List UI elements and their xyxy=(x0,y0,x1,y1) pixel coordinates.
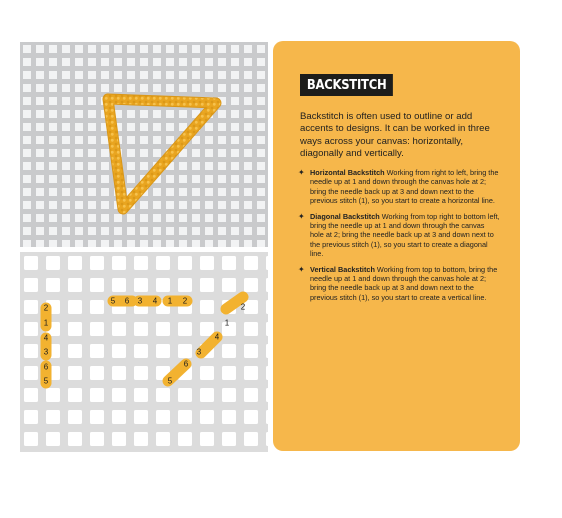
stitch-number: 2 xyxy=(182,296,188,306)
stitch-number: 4 xyxy=(43,333,49,343)
step-term: Diagonal Backstitch xyxy=(310,211,380,221)
stitch-number: 3 xyxy=(196,347,202,357)
stitch-number: 1 xyxy=(224,318,230,328)
stitch-number: 1 xyxy=(43,318,49,328)
step-term: Vertical Backstitch xyxy=(310,264,375,274)
stitch-number: 6 xyxy=(183,359,189,369)
step-list xyxy=(294,168,500,308)
step-item xyxy=(294,212,500,259)
stitch-number: 5 xyxy=(167,376,173,386)
stitch-number: 3 xyxy=(43,347,49,357)
four-point-star-icon: ✦ xyxy=(298,211,305,221)
stitch-number: 2 xyxy=(43,303,49,313)
stitch-number: 3 xyxy=(137,296,143,306)
step-item xyxy=(294,168,500,206)
stitch-number: 2 xyxy=(240,302,246,312)
stitch-number: 6 xyxy=(124,296,130,306)
four-point-star-icon: ✦ xyxy=(298,264,305,274)
step-term: Horizontal Backstitch xyxy=(310,168,385,177)
stitch-number: 1 xyxy=(167,296,173,306)
backstitch-sample-photo xyxy=(20,42,268,247)
step-text: Working from top to bottom, bring the needle up at 1 and down through the canvas hole at 2; bring the needle back up at 3 and down next to the previous stitch (1), so you start to create a vertical line. xyxy=(310,264,498,302)
intro-paragraph: Backstitch is often used to outline or add accents to designs. It can be worked in three ways across your canvas: horizontally, diagonally and vertically. xyxy=(300,111,490,159)
section-heading: BACKSTITCH xyxy=(300,74,393,96)
step-item xyxy=(294,265,500,303)
stitch-number: 5 xyxy=(43,376,49,386)
step-text: Working from right to left, bring the needle up at 1 and down through the canvas hole at 2; bring the needle back up at 3 and down next to the previous stitch (1), so you start to create a horizontal line. xyxy=(310,168,499,206)
stitch-number: 4 xyxy=(214,332,220,342)
four-point-star-icon: ✦ xyxy=(298,168,305,177)
step-text: Working from top right to bottom left, bring the needle up at 1 and down through the canvas hole at 2; bring the needle back up at 3 and down next to the previous stitch (1), so you start to create a diagonal line. xyxy=(310,211,500,259)
backstitch-diagram xyxy=(20,252,268,452)
info-card xyxy=(273,41,520,451)
stitch-number: 4 xyxy=(152,296,158,306)
stitch-number: 6 xyxy=(43,362,49,372)
stitch-number: 5 xyxy=(110,296,116,306)
